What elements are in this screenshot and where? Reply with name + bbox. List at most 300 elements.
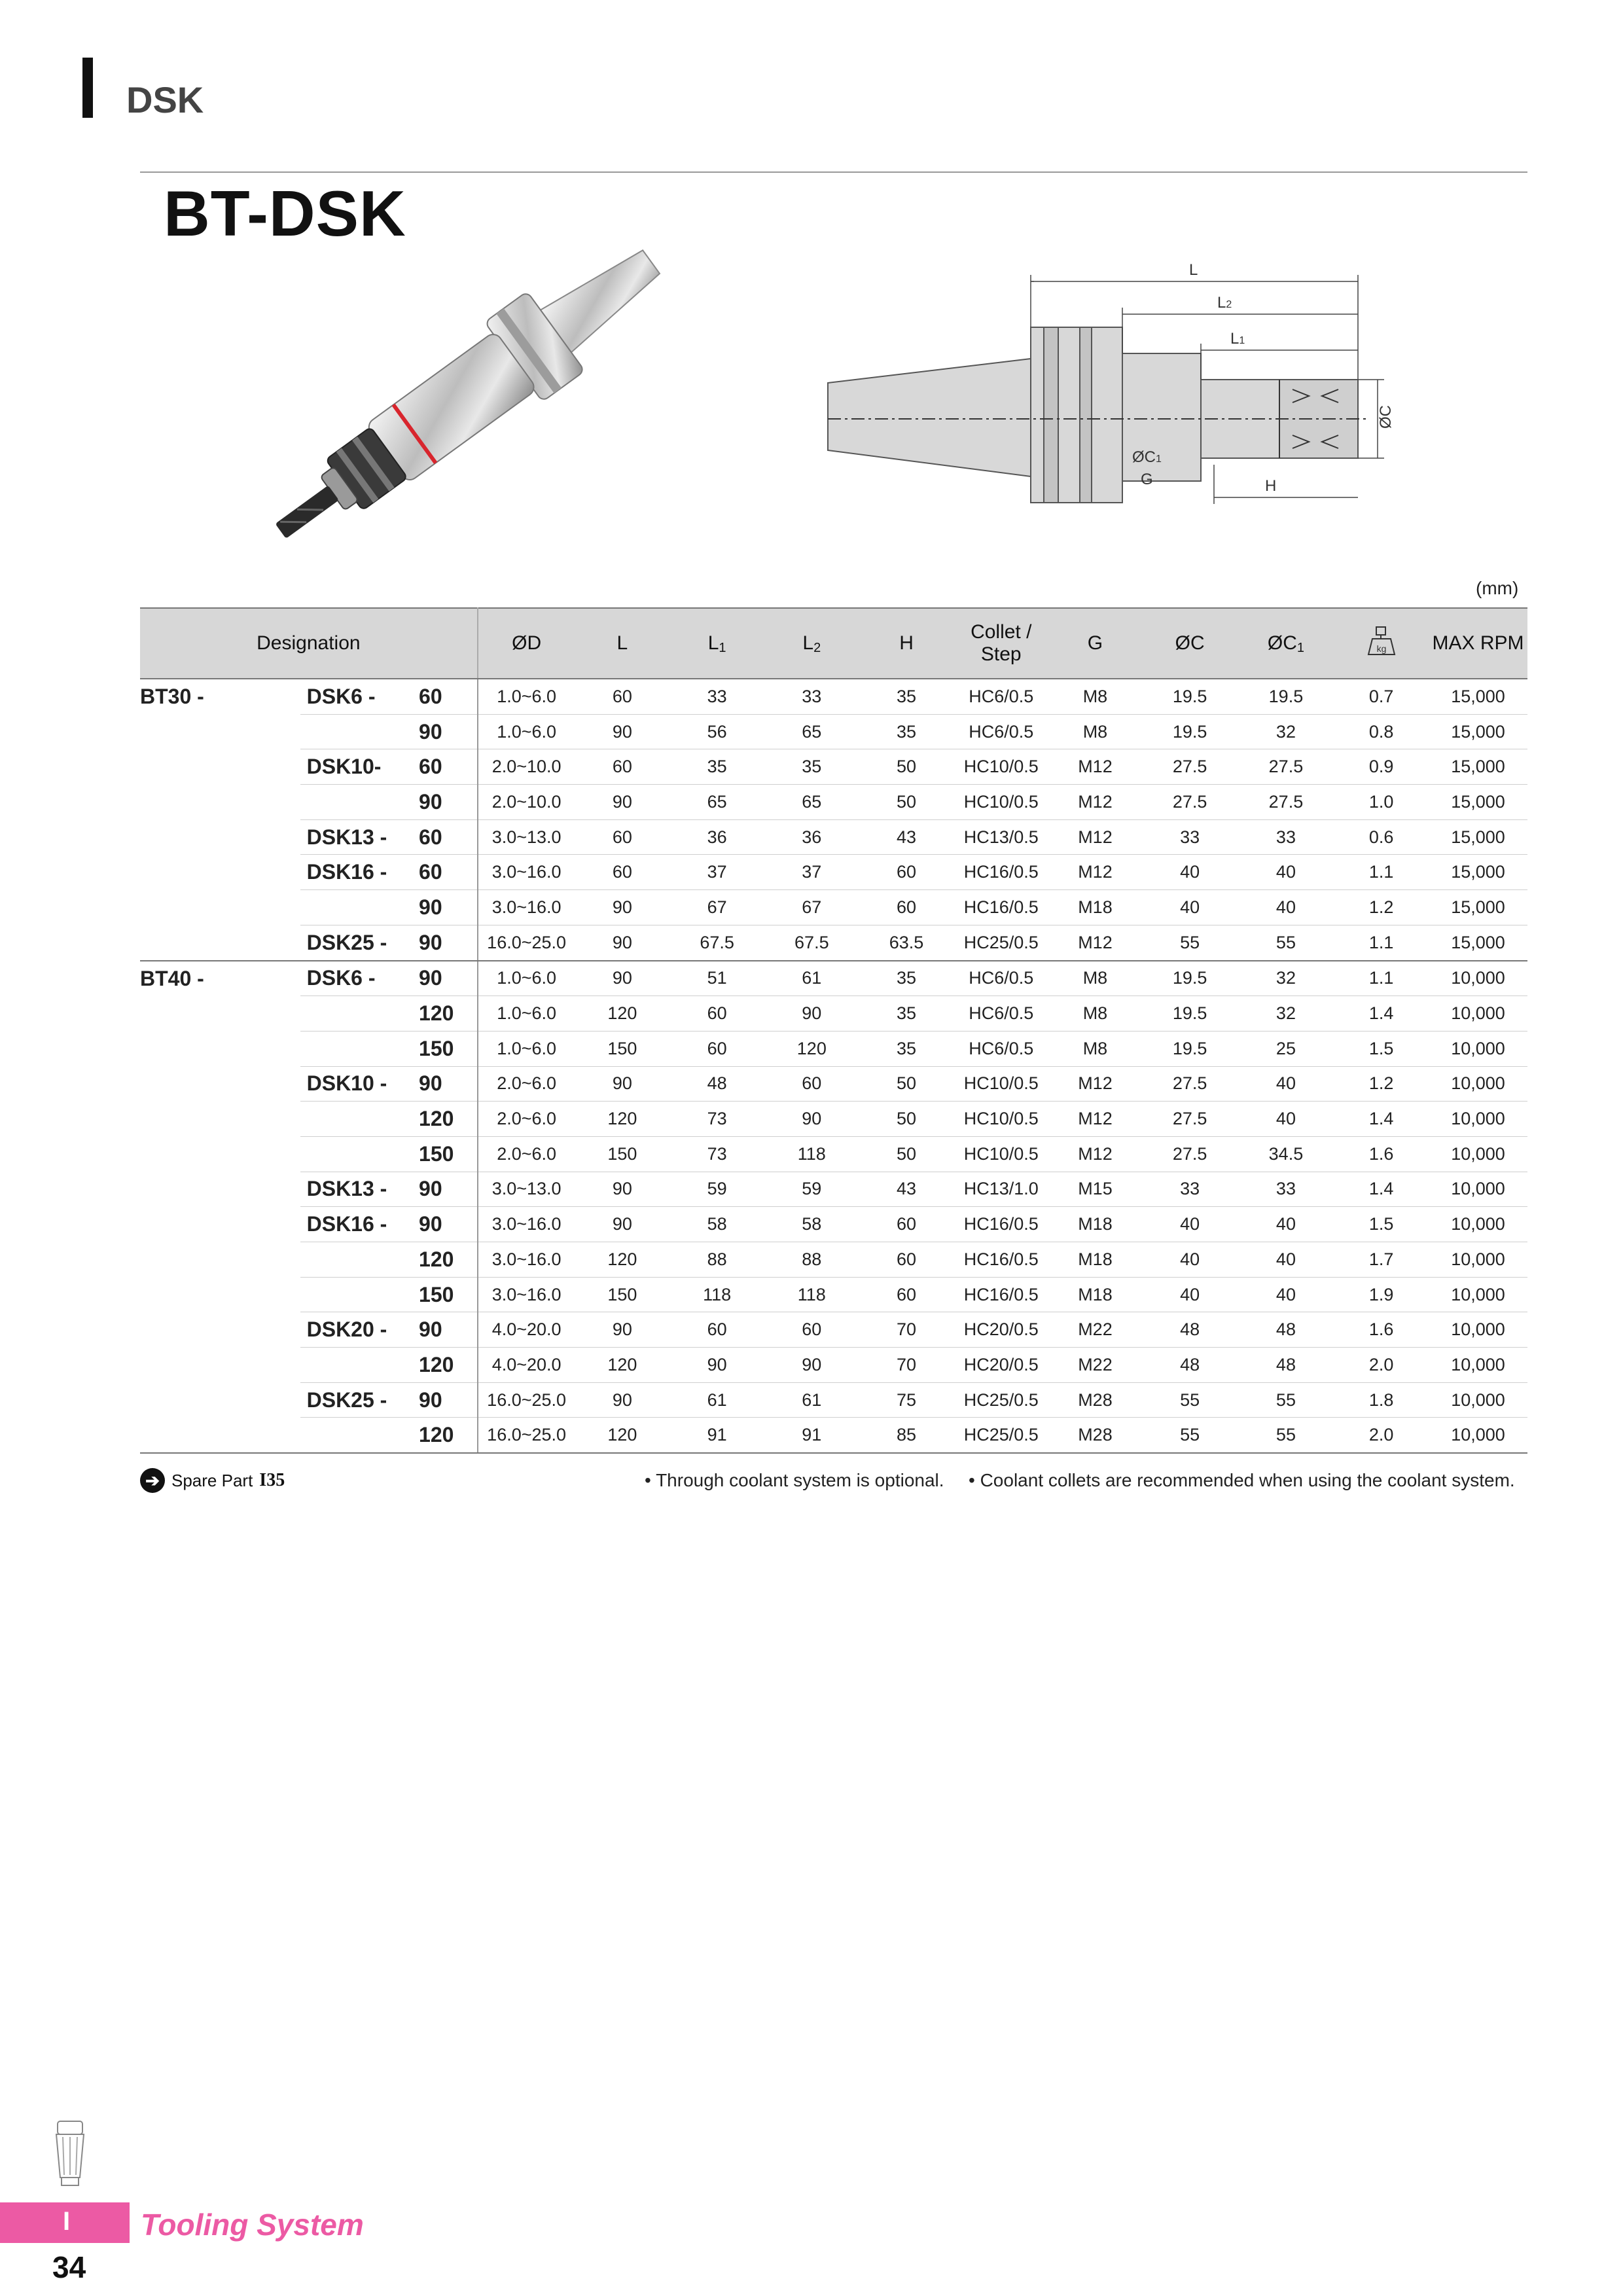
cell-group: [140, 855, 300, 890]
cell-length: 90: [419, 1207, 478, 1242]
cell-collet: HC10/0.5: [954, 1136, 1048, 1172]
cell-kg: 1.5: [1334, 1031, 1429, 1066]
cell-c: 19.5: [1142, 1031, 1238, 1066]
col-c: ØC: [1142, 608, 1238, 679]
spec-table: [140, 607, 1527, 1454]
cell-c1: 32: [1238, 996, 1334, 1031]
cell-length: 150: [419, 1031, 478, 1066]
cell-length: 150: [419, 1136, 478, 1172]
cell-d: 4.0~20.0: [478, 1312, 575, 1348]
page-number: 34: [52, 2250, 86, 2284]
cell-l1: 90: [669, 1348, 764, 1383]
cell-g: M12: [1048, 925, 1142, 960]
cell-l1: 118: [669, 1277, 764, 1312]
cell-kg: 1.1: [1334, 961, 1429, 996]
cell-g: M22: [1048, 1312, 1142, 1348]
cell-h: 85: [859, 1418, 954, 1453]
cell-g: M18: [1048, 1207, 1142, 1242]
cell-series: DSK10-: [300, 749, 419, 785]
cell-c: 40: [1142, 1242, 1238, 1278]
cell-group: [140, 1348, 300, 1383]
cell-collet: HC16/0.5: [954, 890, 1048, 925]
cell-rpm: 10,000: [1429, 1242, 1527, 1278]
cell-collet: HC13/0.5: [954, 819, 1048, 855]
cell-c1: 33: [1238, 1172, 1334, 1207]
cell-c: 40: [1142, 890, 1238, 925]
cell-d: 1.0~6.0: [478, 961, 575, 996]
cell-group: [140, 1207, 300, 1242]
cell-collet: HC10/0.5: [954, 749, 1048, 785]
cell-l1: 73: [669, 1136, 764, 1172]
cell-l1: 67: [669, 890, 764, 925]
cell-collet: HC6/0.5: [954, 1031, 1048, 1066]
page-title: BT-DSK: [164, 177, 406, 249]
col-l: L: [575, 608, 670, 679]
footer-title: Tooling System: [141, 2208, 364, 2242]
cell-g: M22: [1048, 1348, 1142, 1383]
cell-group: [140, 714, 300, 749]
cell-rpm: 10,000: [1429, 1382, 1527, 1418]
table-row: [140, 819, 1527, 855]
cell-series: DSK25 -: [300, 925, 419, 960]
cell-d: 2.0~10.0: [478, 785, 575, 820]
cell-l: 90: [575, 785, 670, 820]
cell-collet: HC6/0.5: [954, 961, 1048, 996]
cell-g: M8: [1048, 1031, 1142, 1066]
cell-series: DSK16 -: [300, 1207, 419, 1242]
cell-l1: 67.5: [669, 925, 764, 960]
col-l2: L2: [764, 608, 859, 679]
cell-l2: 61: [764, 961, 859, 996]
cell-l1: 33: [669, 679, 764, 714]
cell-series: DSK10 -: [300, 1066, 419, 1102]
cell-c: 27.5: [1142, 785, 1238, 820]
cell-l2: 67: [764, 890, 859, 925]
table-row: [140, 996, 1527, 1031]
cell-d: 3.0~16.0: [478, 1207, 575, 1242]
cell-c: 19.5: [1142, 996, 1238, 1031]
cell-h: 35: [859, 679, 954, 714]
cell-l1: 59: [669, 1172, 764, 1207]
cell-series: DSK6 -: [300, 679, 419, 714]
cell-collet: HC25/0.5: [954, 1418, 1048, 1453]
cell-group: [140, 1312, 300, 1348]
cell-length: 60: [419, 749, 478, 785]
table-row: [140, 1242, 1527, 1278]
cell-h: 35: [859, 714, 954, 749]
cell-length: 90: [419, 785, 478, 820]
cell-g: M8: [1048, 679, 1142, 714]
svg-text:kg: kg: [1376, 643, 1387, 654]
cell-c1: 55: [1238, 1382, 1334, 1418]
spare-part-label: Spare Part: [171, 1470, 253, 1490]
cell-l2: 61: [764, 1382, 859, 1418]
cell-series: DSK13 -: [300, 819, 419, 855]
cell-c: 19.5: [1142, 714, 1238, 749]
cell-l: 90: [575, 1382, 670, 1418]
cell-d: 1.0~6.0: [478, 996, 575, 1031]
spare-part-link[interactable]: [140, 1468, 285, 1493]
cell-rpm: 10,000: [1429, 961, 1527, 996]
cell-h: 43: [859, 819, 954, 855]
cell-l1: 65: [669, 785, 764, 820]
cell-collet: HC16/0.5: [954, 1277, 1048, 1312]
cell-kg: 1.6: [1334, 1312, 1429, 1348]
cell-l: 120: [575, 996, 670, 1031]
cell-l1: 60: [669, 996, 764, 1031]
cell-d: 2.0~6.0: [478, 1102, 575, 1137]
cell-rpm: 10,000: [1429, 996, 1527, 1031]
cell-c: 55: [1142, 925, 1238, 960]
cell-c1: 34.5: [1238, 1136, 1334, 1172]
cell-c: 33: [1142, 1172, 1238, 1207]
cell-g: M8: [1048, 996, 1142, 1031]
cell-length: 60: [419, 679, 478, 714]
cell-collet: HC6/0.5: [954, 679, 1048, 714]
cell-l2: 37: [764, 855, 859, 890]
cell-c1: 19.5: [1238, 679, 1334, 714]
section-label: DSK: [126, 79, 204, 120]
cell-g: M12: [1048, 855, 1142, 890]
table-row: [140, 855, 1527, 890]
cell-series: [300, 1102, 419, 1137]
cell-collet: HC10/0.5: [954, 785, 1048, 820]
cell-kg: 0.6: [1334, 819, 1429, 855]
cell-c1: 55: [1238, 925, 1334, 960]
cell-rpm: 10,000: [1429, 1312, 1527, 1348]
cell-c1: 32: [1238, 714, 1334, 749]
cell-collet: HC6/0.5: [954, 996, 1048, 1031]
table-row: [140, 1418, 1527, 1453]
cell-series: [300, 1242, 419, 1278]
cell-c1: 40: [1238, 855, 1334, 890]
cell-length: 90: [419, 961, 478, 996]
table-row: [140, 1031, 1527, 1066]
cell-length: 90: [419, 925, 478, 960]
cell-l1: 35: [669, 749, 764, 785]
cell-l: 90: [575, 714, 670, 749]
col-g: G: [1048, 608, 1142, 679]
cell-g: M12: [1048, 749, 1142, 785]
table-row: [140, 785, 1527, 820]
cell-c1: 32: [1238, 961, 1334, 996]
cell-length: 120: [419, 1418, 478, 1453]
label-L2: L2: [1217, 294, 1232, 312]
cell-series: [300, 785, 419, 820]
cell-c1: 25: [1238, 1031, 1334, 1066]
cell-series: [300, 714, 419, 749]
cell-kg: 1.6: [1334, 1136, 1429, 1172]
cell-group: BT40 -: [140, 966, 204, 990]
cell-group: [140, 1277, 300, 1312]
cell-l: 60: [575, 819, 670, 855]
cell-rpm: 15,000: [1429, 925, 1527, 960]
cell-l2: 33: [764, 679, 859, 714]
cell-g: M28: [1048, 1382, 1142, 1418]
cell-l1: 36: [669, 819, 764, 855]
cell-h: 75: [859, 1382, 954, 1418]
cell-l2: 36: [764, 819, 859, 855]
cell-c: 27.5: [1142, 1136, 1238, 1172]
cell-h: 70: [859, 1348, 954, 1383]
cell-series: [300, 996, 419, 1031]
table-row: [140, 961, 1527, 996]
section-marker-bar: [82, 58, 93, 118]
cell-l1: 91: [669, 1418, 764, 1453]
cell-l2: 65: [764, 785, 859, 820]
spare-part-ref: I35: [259, 1470, 285, 1490]
dimension-drawing: [821, 255, 1410, 537]
cell-c1: 48: [1238, 1312, 1334, 1348]
cell-l: 60: [575, 855, 670, 890]
cell-l: 120: [575, 1418, 670, 1453]
cell-kg: 1.0: [1334, 785, 1429, 820]
cell-h: 35: [859, 1031, 954, 1066]
cell-g: M12: [1048, 1102, 1142, 1137]
cell-l: 150: [575, 1136, 670, 1172]
cell-kg: 1.4: [1334, 1172, 1429, 1207]
cell-rpm: 10,000: [1429, 1418, 1527, 1453]
table-row: [140, 1207, 1527, 1242]
cell-l1: 48: [669, 1066, 764, 1102]
table-row: [140, 925, 1527, 960]
cell-c1: 33: [1238, 819, 1334, 855]
cell-g: M12: [1048, 785, 1142, 820]
cell-collet: HC10/0.5: [954, 1066, 1048, 1102]
cell-rpm: 15,000: [1429, 819, 1527, 855]
col-h: H: [859, 608, 954, 679]
cell-h: 35: [859, 996, 954, 1031]
cell-h: 60: [859, 855, 954, 890]
cell-group: [140, 1136, 300, 1172]
cell-rpm: 10,000: [1429, 1207, 1527, 1242]
cell-rpm: 10,000: [1429, 1277, 1527, 1312]
cell-c: 33: [1142, 819, 1238, 855]
cell-d: 16.0~25.0: [478, 925, 575, 960]
cell-l: 120: [575, 1242, 670, 1278]
cell-h: 63.5: [859, 925, 954, 960]
cell-l: 150: [575, 1277, 670, 1312]
cell-length: 90: [419, 1172, 478, 1207]
footnote-coolant-optional: • Through coolant system is optional.: [645, 1470, 944, 1490]
table-header-row: [140, 608, 1527, 679]
cell-length: 90: [419, 1066, 478, 1102]
cell-h: 43: [859, 1172, 954, 1207]
cell-kg: 1.1: [1334, 925, 1429, 960]
cell-rpm: 15,000: [1429, 855, 1527, 890]
cell-rpm: 15,000: [1429, 714, 1527, 749]
table-row: [140, 1172, 1527, 1207]
cell-c1: 27.5: [1238, 785, 1334, 820]
cell-c: 40: [1142, 1207, 1238, 1242]
table-row: [140, 1136, 1527, 1172]
cell-length: 60: [419, 855, 478, 890]
cell-series: DSK16 -: [300, 855, 419, 890]
cell-l: 90: [575, 1172, 670, 1207]
cell-length: 90: [419, 1312, 478, 1348]
cell-group: BT30 -: [140, 685, 204, 709]
cell-g: M12: [1048, 1066, 1142, 1102]
cell-kg: 1.2: [1334, 890, 1429, 925]
cell-l1: 51: [669, 961, 764, 996]
cell-l: 120: [575, 1348, 670, 1383]
cell-l2: 59: [764, 1172, 859, 1207]
footnote-coolant-collets: • Coolant collets are recommended when using the coolant system.: [969, 1470, 1515, 1490]
collet-icon: [47, 2117, 93, 2189]
cell-c: 27.5: [1142, 1066, 1238, 1102]
cell-l1: 60: [669, 1312, 764, 1348]
cell-group: [140, 925, 300, 960]
cell-group: [140, 1102, 300, 1137]
label-H: H: [1265, 477, 1277, 495]
cell-l2: 91: [764, 1418, 859, 1453]
cell-c: 40: [1142, 1277, 1238, 1312]
cell-l: 90: [575, 890, 670, 925]
cell-kg: 1.9: [1334, 1277, 1429, 1312]
cell-c: 55: [1142, 1382, 1238, 1418]
cell-l2: 88: [764, 1242, 859, 1278]
cell-c1: 40: [1238, 1207, 1334, 1242]
col-c1: ØC1: [1238, 608, 1334, 679]
cell-group: [140, 1172, 300, 1207]
cell-g: M18: [1048, 1242, 1142, 1278]
cell-kg: 0.8: [1334, 714, 1429, 749]
cell-l: 90: [575, 925, 670, 960]
cell-kg: 1.1: [1334, 855, 1429, 890]
label-G: G: [1141, 471, 1153, 488]
cell-group: [140, 819, 300, 855]
cell-series: DSK13 -: [300, 1172, 419, 1207]
cell-l: 90: [575, 1066, 670, 1102]
unit-note: (mm): [1476, 578, 1519, 598]
cell-length: 90: [419, 714, 478, 749]
label-C: ØC: [1377, 405, 1395, 429]
cell-kg: 1.7: [1334, 1242, 1429, 1278]
cell-l2: 118: [764, 1277, 859, 1312]
cell-c: 27.5: [1142, 749, 1238, 785]
cell-group: [140, 785, 300, 820]
cell-g: M18: [1048, 890, 1142, 925]
cell-collet: HC6/0.5: [954, 714, 1048, 749]
cell-l2: 60: [764, 1066, 859, 1102]
col-designation: Designation: [140, 608, 478, 679]
cell-c1: 48: [1238, 1348, 1334, 1383]
cell-h: 70: [859, 1312, 954, 1348]
cell-series: DSK25 -: [300, 1382, 419, 1418]
table-row: [140, 679, 1527, 714]
cell-l: 60: [575, 749, 670, 785]
label-L: L: [1189, 261, 1198, 279]
cell-c: 19.5: [1142, 961, 1238, 996]
product-photo: [236, 216, 707, 569]
cell-collet: HC13/1.0: [954, 1172, 1048, 1207]
cell-kg: 1.2: [1334, 1066, 1429, 1102]
cell-rpm: 10,000: [1429, 1066, 1527, 1102]
cell-rpm: 15,000: [1429, 749, 1527, 785]
cell-g: M28: [1048, 1418, 1142, 1453]
cell-l2: 65: [764, 714, 859, 749]
cell-l: 60: [575, 679, 670, 714]
col-d: ØD: [478, 608, 575, 679]
col-collet: Collet / Step: [954, 608, 1048, 679]
cell-collet: HC25/0.5: [954, 1382, 1048, 1418]
cell-series: DSK6 -: [300, 961, 419, 996]
cell-series: [300, 1348, 419, 1383]
cell-g: M12: [1048, 819, 1142, 855]
cell-c: 48: [1142, 1348, 1238, 1383]
cell-d: 3.0~13.0: [478, 819, 575, 855]
cell-group: [140, 1242, 300, 1278]
cell-h: 35: [859, 961, 954, 996]
cell-l2: 90: [764, 1348, 859, 1383]
cell-length: 90: [419, 890, 478, 925]
cell-group: [140, 1418, 300, 1453]
cell-g: M12: [1048, 1136, 1142, 1172]
cell-d: 3.0~16.0: [478, 1242, 575, 1278]
cell-h: 50: [859, 785, 954, 820]
cell-collet: HC10/0.5: [954, 1102, 1048, 1137]
cell-l1: 56: [669, 714, 764, 749]
cell-l: 90: [575, 1312, 670, 1348]
table-row: [140, 1312, 1527, 1348]
cell-length: 60: [419, 819, 478, 855]
cell-d: 3.0~13.0: [478, 1172, 575, 1207]
header-rule: [140, 171, 1527, 173]
cell-length: 120: [419, 1348, 478, 1383]
cell-series: [300, 1418, 419, 1453]
cell-c: 19.5: [1142, 679, 1238, 714]
cell-kg: 0.7: [1334, 679, 1429, 714]
cell-c1: 40: [1238, 1066, 1334, 1102]
cell-length: 90: [419, 1382, 478, 1418]
cell-group: [140, 749, 300, 785]
cell-l2: 58: [764, 1207, 859, 1242]
cell-l1: 60: [669, 1031, 764, 1066]
cell-l: 90: [575, 1207, 670, 1242]
cell-c1: 27.5: [1238, 749, 1334, 785]
cell-l1: 88: [669, 1242, 764, 1278]
cell-kg: 2.0: [1334, 1348, 1429, 1383]
cell-h: 60: [859, 1242, 954, 1278]
cell-group: [140, 890, 300, 925]
cell-rpm: 10,000: [1429, 1348, 1527, 1383]
cell-group: [140, 1031, 300, 1066]
table-row: [140, 1277, 1527, 1312]
cell-length: 120: [419, 996, 478, 1031]
cell-d: 2.0~6.0: [478, 1136, 575, 1172]
weight-icon: [1364, 624, 1399, 657]
cell-length: 150: [419, 1277, 478, 1312]
table-row: [140, 1102, 1527, 1137]
cell-d: 4.0~20.0: [478, 1348, 575, 1383]
col-weight: [1334, 608, 1429, 679]
cell-rpm: 10,000: [1429, 1102, 1527, 1137]
cell-series: [300, 890, 419, 925]
cell-l: 150: [575, 1031, 670, 1066]
cell-l2: 35: [764, 749, 859, 785]
cell-c: 55: [1142, 1418, 1238, 1453]
cell-rpm: 15,000: [1429, 890, 1527, 925]
cell-d: 1.0~6.0: [478, 679, 575, 714]
cell-rpm: 10,000: [1429, 1172, 1527, 1207]
cell-h: 60: [859, 1207, 954, 1242]
cell-l1: 73: [669, 1102, 764, 1137]
col-max-rpm: MAX RPM: [1429, 608, 1527, 679]
table-row: [140, 1066, 1527, 1102]
cell-c1: 40: [1238, 1277, 1334, 1312]
cell-d: 3.0~16.0: [478, 890, 575, 925]
cell-l2: 90: [764, 996, 859, 1031]
